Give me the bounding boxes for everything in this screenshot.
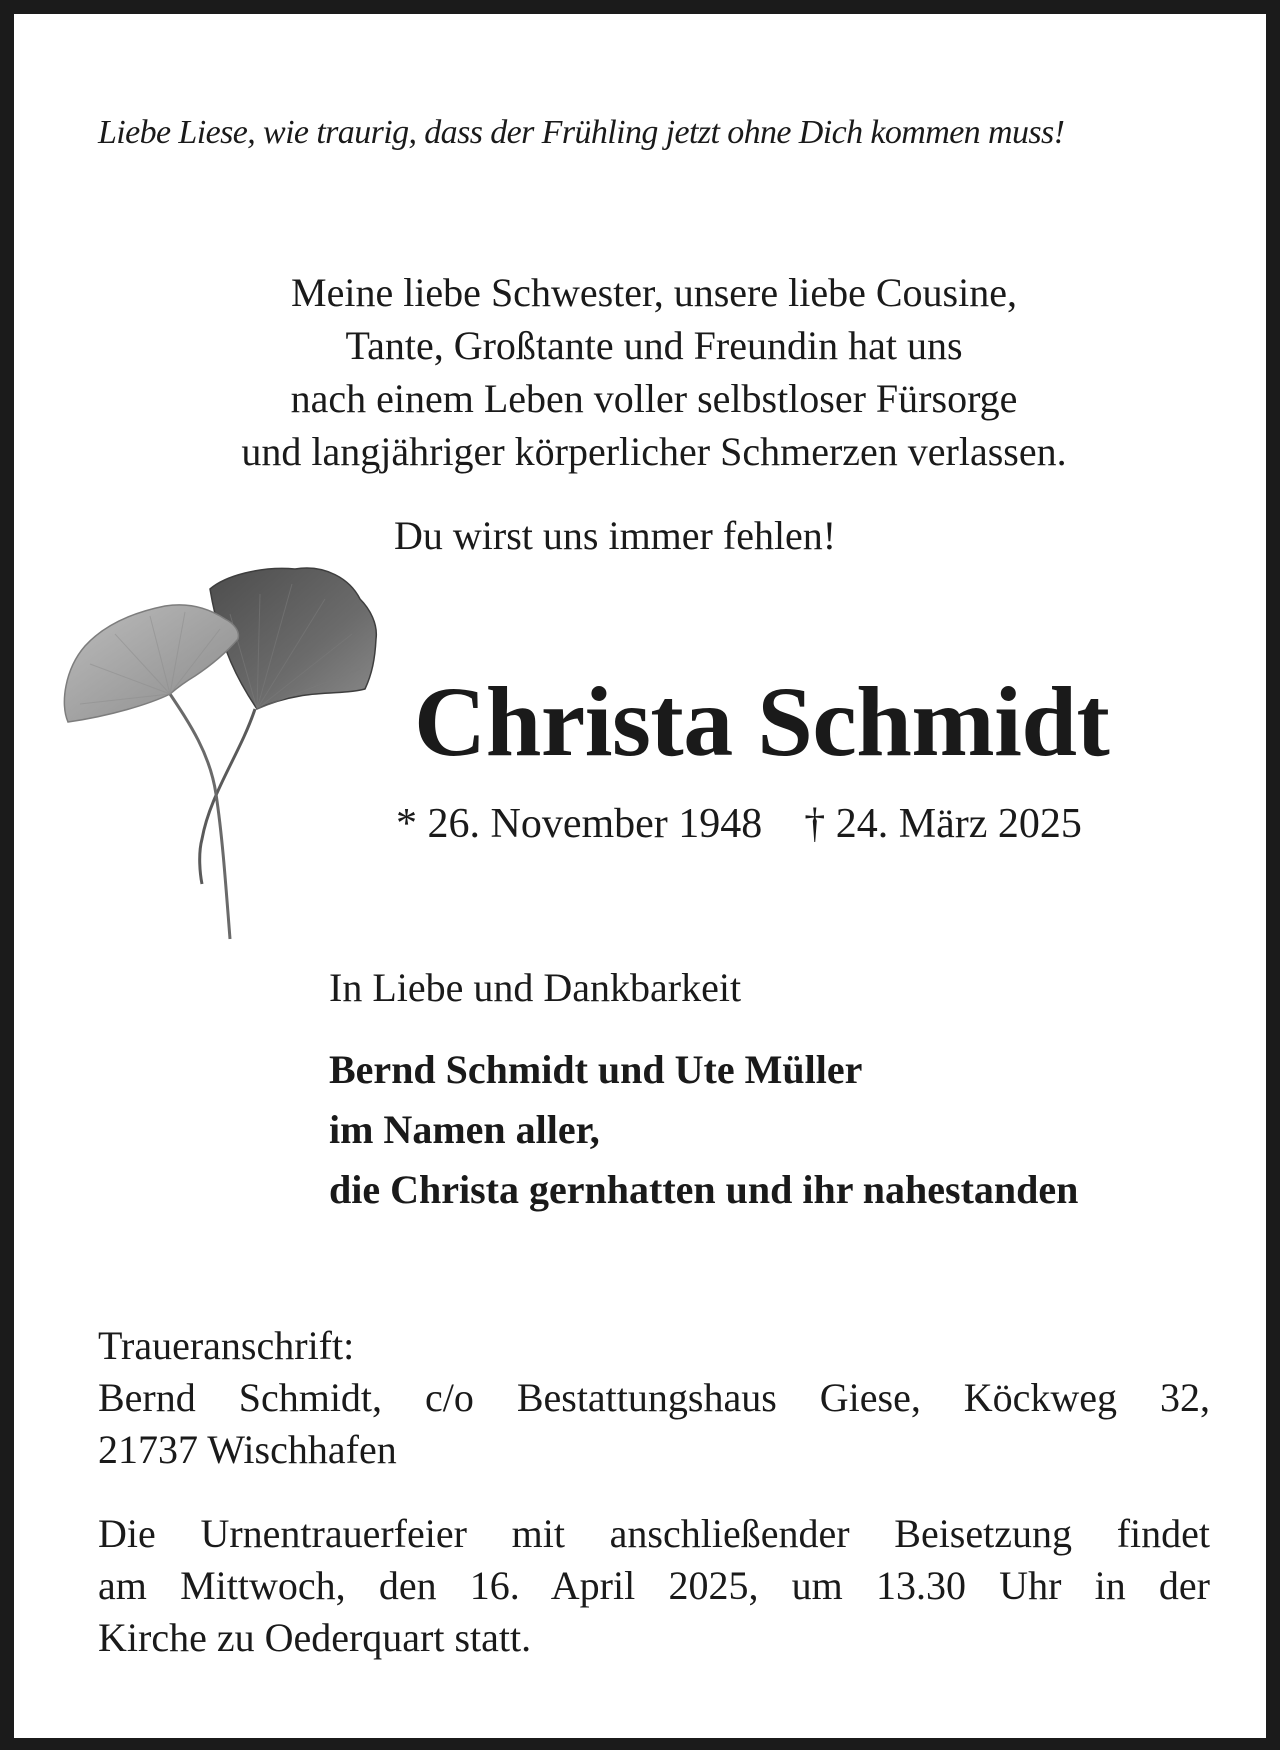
signer-line: die Christa gernhatten und ihr nahestanden <box>329 1167 1079 1212</box>
ceremony-line: am Mittwoch, den 16. April 2025, um 13.30 Uhr in der <box>98 1563 1210 1608</box>
signer-line: Bernd Schmidt und Ute Müller <box>329 1047 863 1092</box>
life-dates <box>396 800 1082 848</box>
address-line: 21737 Wischhafen <box>98 1427 397 1472</box>
intro-paragraph <box>114 266 1194 478</box>
motto-line: Liebe Liese, wie traurig, dass der Frühling jetzt ohne Dich kommen muss! <box>98 114 1065 151</box>
intro-line: Meine liebe Schwester, unsere liebe Cousine, <box>291 270 1017 315</box>
ginkgo-leaves-icon <box>60 554 430 954</box>
signer-line: im Namen aller, <box>329 1107 600 1152</box>
address-line: Bernd Schmidt, c/o Bestattungshaus Giese, Köckweg 32, <box>98 1375 1210 1420</box>
death-date: † 24. März 2025 <box>804 801 1082 847</box>
intro-line: nach einem Leben voller selbstloser Fürsorge <box>290 376 1018 421</box>
ceremony-line: Die Urnentrauerfeier mit anschließender Beisetzung findet <box>98 1511 1210 1556</box>
signers-block <box>329 1040 1078 1220</box>
ceremony-line: Kirche zu Oederquart statt. <box>98 1615 532 1660</box>
mourning-address <box>98 1320 1210 1476</box>
ceremony-notice <box>98 1508 1210 1664</box>
birth-date: * 26. November 1948 <box>396 801 763 847</box>
miss-line: Du wirst uns immer fehlen! <box>394 513 837 558</box>
deceased-name: Christa Schmidt <box>414 666 1110 777</box>
intro-line: Tante, Großtante und Freundin hat uns <box>345 323 963 368</box>
intro-line: und langjähriger körperlicher Schmerzen verlassen. <box>241 429 1067 474</box>
address-label: Traueranschrift: <box>98 1323 355 1368</box>
thanks-line: In Liebe und Dankbarkeit <box>329 965 742 1010</box>
